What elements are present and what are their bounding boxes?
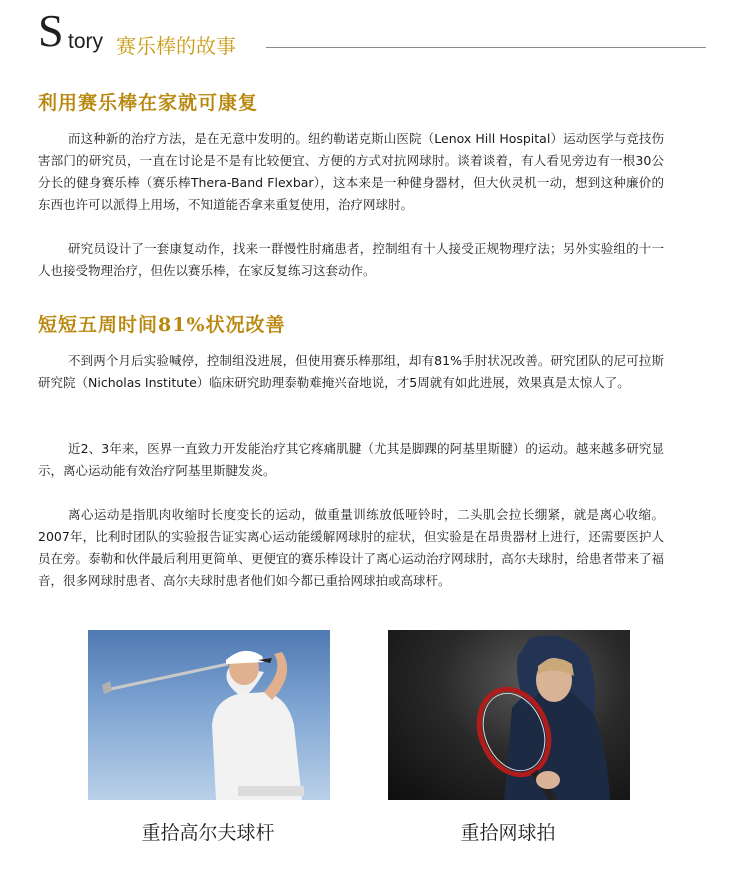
section1-paragraph-2: 研究员设计了一套康复动作，找来一群慢性肘痛患者，控制组有十人接受正规物理疗法；另外实验组的十一人也接受物理治疗，但佐以赛乐棒，在家反复练习这套动作。 [38, 241, 664, 278]
header-chinese-title: 赛乐棒的故事 [116, 34, 236, 58]
header-big-letter: S [38, 5, 64, 56]
section2-title: 短短五周时间81%状况改善 [38, 314, 286, 336]
section1-paragraph-1: 而这种新的治疗方法，是在无意中发明的。纽约勒诺克斯山医院（Lenox Hill Hospital）运动医学与竞技伤害部门的研究员，一直在讨论是不是有比较便宜、方便的方式对抗网球肘。谈着谈着，有人看见旁边有一根30公分长的健身赛乐棒（赛乐棒Thera-Band Flexbar），这本来是一种健身器材，但大伙灵机一动，想到这种廉价的东西也许可以派得上用场，不知道能否拿来重复使用，治疗网球肘。 [38, 131, 664, 212]
page-header [38, 5, 678, 58]
golf-caption: 重拾高尔夫球杆 [141, 822, 275, 844]
section1-title: 利用赛乐棒在家就可康复 [38, 92, 259, 114]
tennis-player-photo [388, 630, 630, 800]
section2-paragraph-1: 不到两个月后实验喊停，控制组没进展，但使用赛乐棒那组，却有81%手肘状况改善。研究团队的尼可拉斯研究院（Nicholas Institute）临床研究助理泰勒难掩兴奋地说，才5周就有如此进展，效果真是太惊人了。 [38, 353, 664, 390]
section2-paragraph-3: 离心运动是指肌肉收缩时长度变长的运动，做重量训练放低哑铃时，二头肌会拉长绷紧，就是离心收缩。2007年，比利时团队的实验报告证实离心运动能缓解网球肘的症状，但实验是在昂贵器材上进行，还需要医护人员在旁。泰勒和伙伴最后利用更简单、更便宜的赛乐棒设计了离心运动治疗网球肘，高尔夫球肘，给患者带来了福音，很多网球肘患者、高尔夫球肘患者他们如今都已重拾网球拍或高球杆。 [38, 507, 664, 588]
tennis-illustration [388, 630, 630, 800]
header-word: tory [68, 30, 104, 53]
tennis-caption: 重拾网球拍 [460, 822, 556, 844]
header-divider [266, 47, 706, 48]
golfer-photo [88, 630, 330, 800]
golfer-illustration [88, 630, 330, 800]
section2-paragraph-2: 近2、3年来，医界一直致力开发能治疗其它疼痛肌腱（尤其是脚踝的阿基里斯腱）的运动。越来越多研究显示，离心运动能有效治疗阿基里斯腱发炎。 [38, 441, 664, 478]
